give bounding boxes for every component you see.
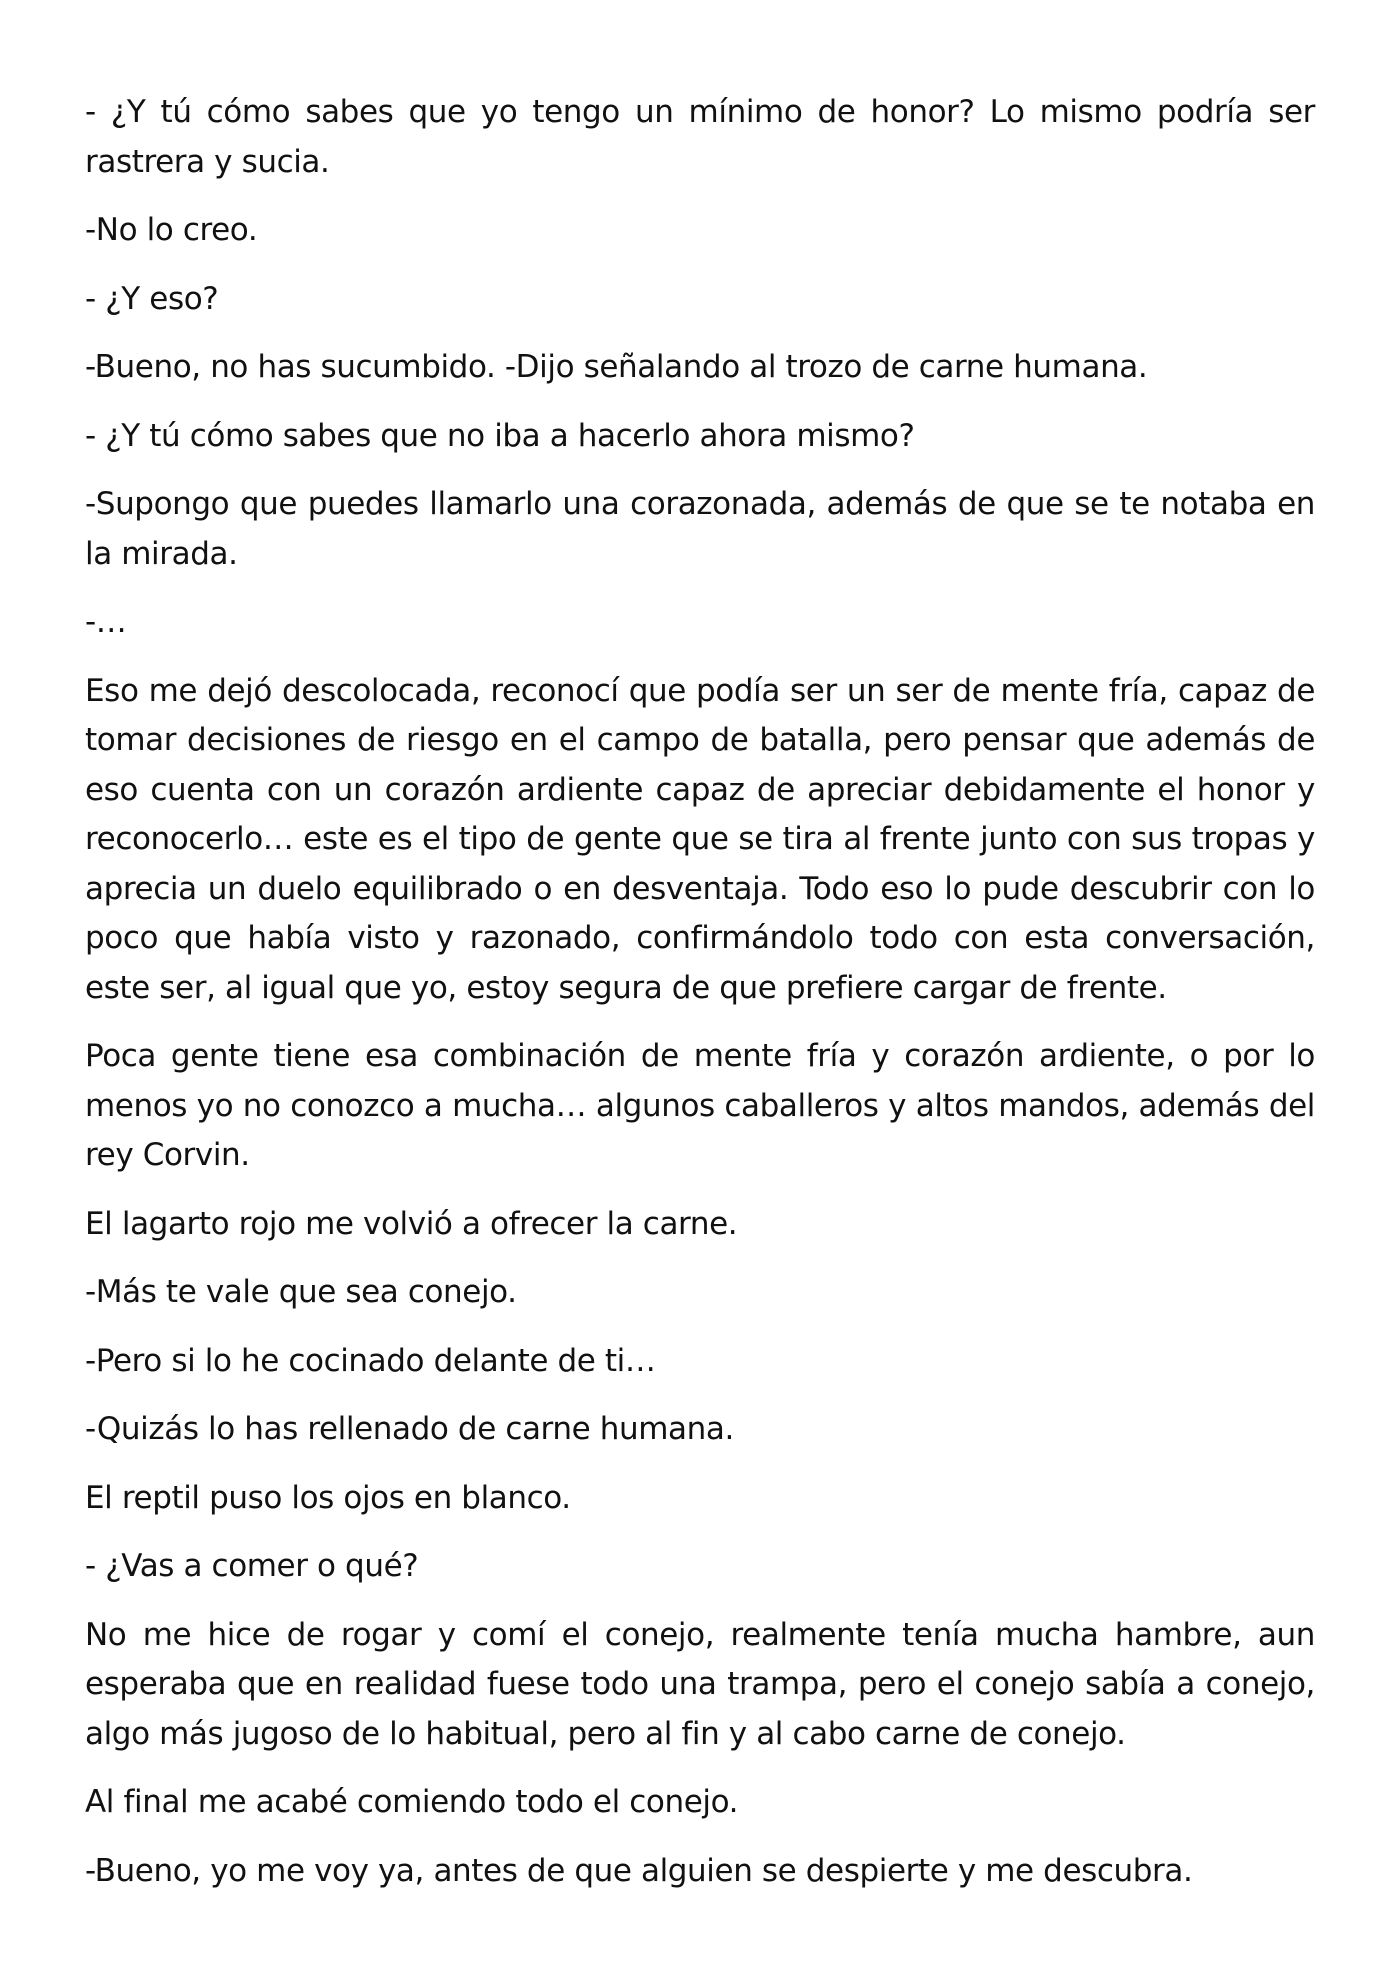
- paragraph-18: -Bueno, yo me voy ya, antes de que alguien se despierte y me descubra.: [85, 1852, 1193, 1889]
- paragraph-7: -…: [85, 604, 127, 640]
- paragraph-2: -No lo creo.: [85, 212, 258, 248]
- paragraph-9: Poca gente tiene esa combinación de mente fría y corazón ardiente, o por lo menos yo no conozco a mucha… algunos caballeros y altos mandos, además del rey Corvin.: [85, 1038, 1315, 1173]
- paragraph-1: - ¿Y tú cómo sabes que yo tengo un mínimo de honor? Lo mismo podría ser rastrera y sucia.: [85, 94, 1315, 180]
- paragraph-5: - ¿Y tú cómo sabes que no iba a hacerlo ahora mismo?: [85, 417, 915, 454]
- paragraph-15: - ¿Vas a comer o qué?: [85, 1548, 419, 1584]
- paragraph-4: -Bueno, no has sucumbido. -Dijo señalando al trozo de carne humana.: [85, 349, 1148, 385]
- paragraph-10: El lagarto rojo me volvió a ofrecer la carne.: [85, 1205, 738, 1242]
- paragraph-12: -Pero si lo he cocinado delante de ti…: [85, 1342, 656, 1379]
- paragraph-8: Eso me dejó descolocada, reconocí que podía ser un ser de mente fría, capaz de tomar decisiones de riesgo en el campo de batalla, pero pensar que además de eso cuenta con un corazón ardiente capaz de apreciar debidamente el honor y reconocerlo… este es el tipo de gente que se tira al frente junto con sus tropas y aprecia un duelo equilibrado o en desventaja. Todo eso lo pude descubrir con lo poco que había visto y razonado, confirmándolo todo con esta conversación, este ser, al igual que yo, estoy segura de que prefiere cargar de frente.: [85, 672, 1315, 1006]
- document-page: [85, 88, 1315, 1915]
- paragraph-11: -Más te vale que sea conejo.: [85, 1274, 517, 1310]
- paragraph-6: -Supongo que puedes llamarlo una corazonada, además de que se te notaba en la mirada.: [85, 486, 1315, 572]
- paragraph-16: No me hice de rogar y comí el conejo, realmente tenía mucha hambre, aun esperaba que en realidad fuese todo una trampa, pero el conejo sabía a conejo, algo más jugoso de lo habitual, pero al fin y al cabo carne de conejo.: [85, 1616, 1315, 1752]
- paragraph-3: - ¿Y eso?: [85, 280, 219, 317]
- paragraph-14: El reptil puso los ojos en blanco.: [85, 1479, 571, 1516]
- paragraph-17: Al final me acabé comiendo todo el conejo.: [85, 1784, 739, 1820]
- paragraph-13: -Quizás lo has rellenado de carne humana.: [85, 1411, 734, 1447]
